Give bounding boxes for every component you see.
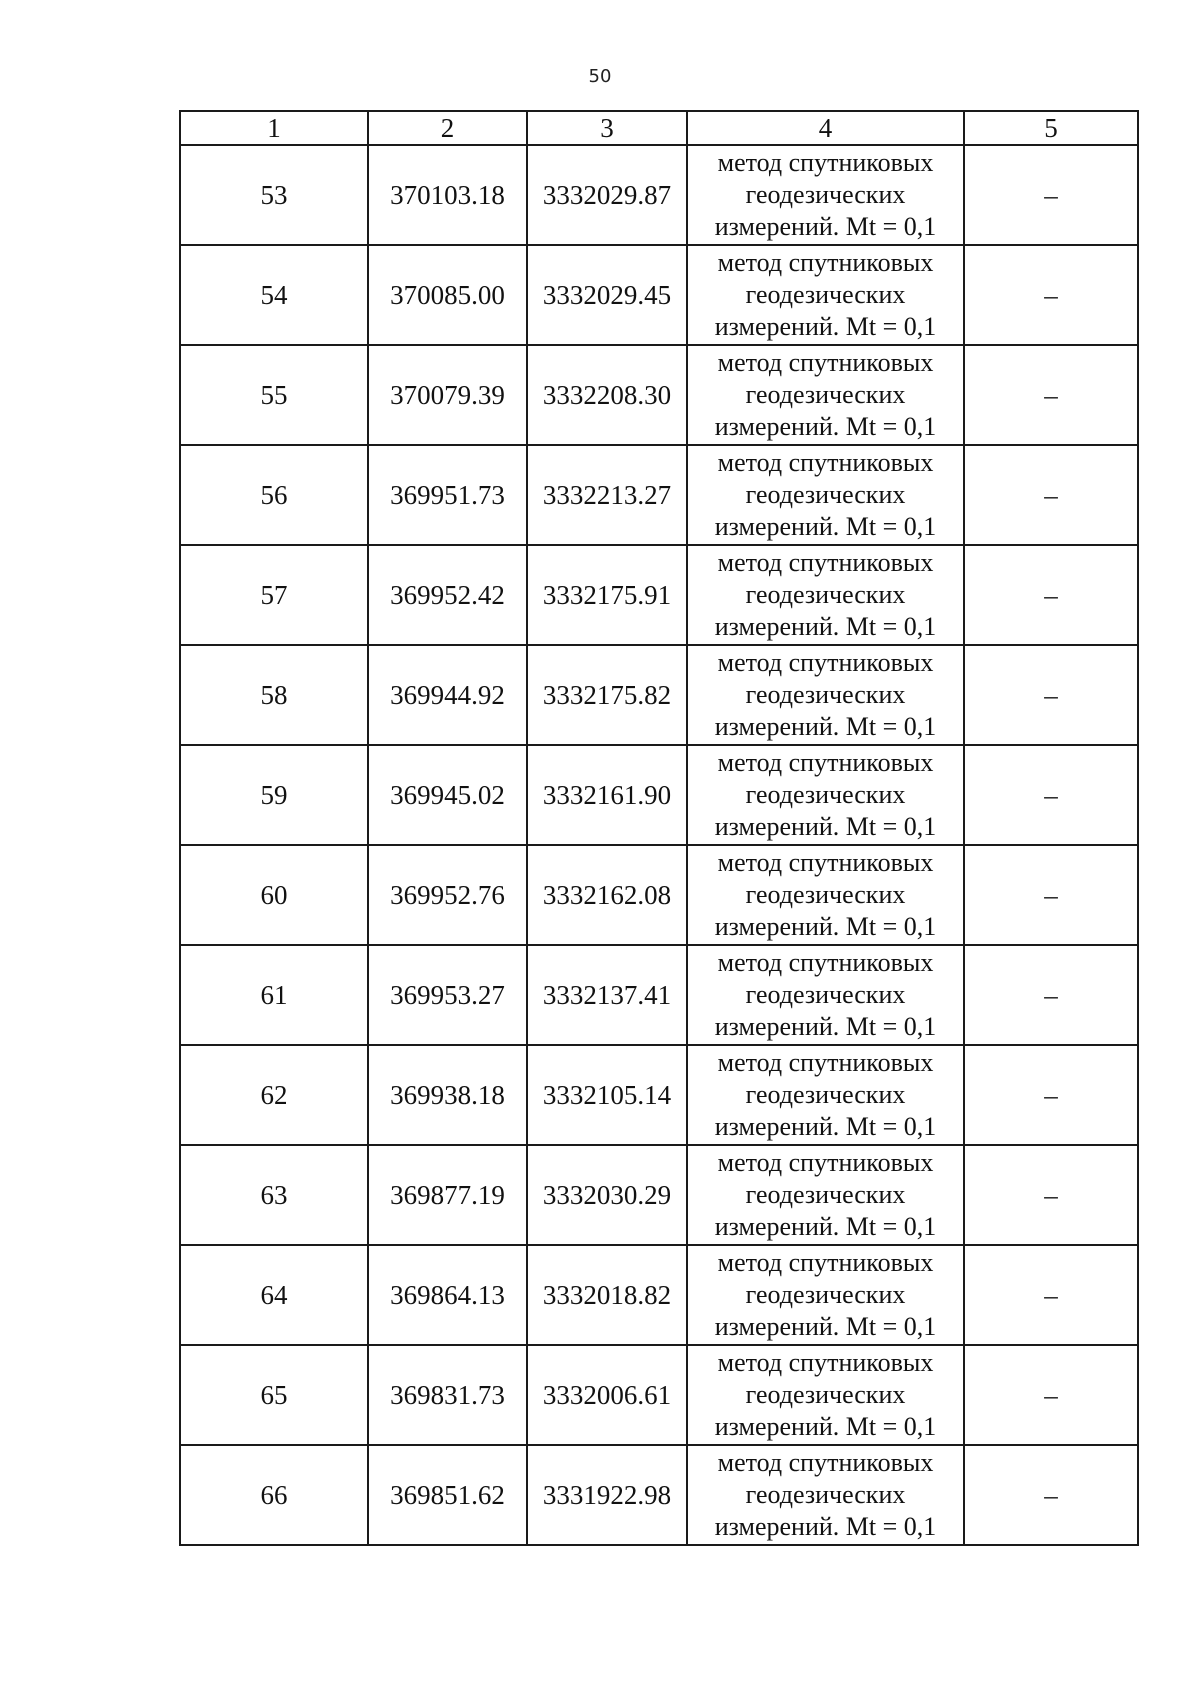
point-cell: 66 <box>180 1445 368 1545</box>
point-cell: 59 <box>180 745 368 845</box>
table-row <box>180 1245 1138 1345</box>
table-row <box>180 1045 1138 1145</box>
point-cell: 56 <box>180 445 368 545</box>
description-cell: – <box>964 1145 1138 1245</box>
method-line: измерений. Mt = 0,1 <box>714 1412 937 1441</box>
x-coordinate-cell: 369831.73 <box>368 1345 527 1445</box>
method-cell <box>687 1145 964 1245</box>
y-coordinate-cell: 3332029.87 <box>527 145 687 245</box>
method-line: метод спутниковых <box>717 1348 934 1377</box>
x-coordinate-cell: 370079.39 <box>368 345 527 445</box>
table-row <box>180 445 1138 545</box>
y-coordinate-cell: 3332213.27 <box>527 445 687 545</box>
point-cell: 63 <box>180 1145 368 1245</box>
method-line: измерений. Mt = 0,1 <box>714 1212 937 1241</box>
coordinates-table <box>179 110 1139 1546</box>
method-line: геодезических <box>745 480 906 509</box>
method-line: геодезических <box>745 1380 906 1409</box>
y-coordinate-cell: 3332029.45 <box>527 245 687 345</box>
column-header-4: 4 <box>687 111 964 145</box>
table-row <box>180 745 1138 845</box>
method-line: измерений. Mt = 0,1 <box>714 1112 937 1141</box>
point-cell: 60 <box>180 845 368 945</box>
x-coordinate-cell: 369952.76 <box>368 845 527 945</box>
point-cell: 64 <box>180 1245 368 1345</box>
method-line: измерений. Mt = 0,1 <box>714 912 937 941</box>
method-line: метод спутниковых <box>717 1048 934 1077</box>
page-number: 50 <box>588 66 612 87</box>
point-cell: 62 <box>180 1045 368 1145</box>
table-header-row <box>180 111 1138 145</box>
x-coordinate-cell: 369951.73 <box>368 445 527 545</box>
description-cell: – <box>964 345 1138 445</box>
method-cell <box>687 345 964 445</box>
method-cell <box>687 1045 964 1145</box>
point-cell: 54 <box>180 245 368 345</box>
description-cell: – <box>964 545 1138 645</box>
method-line: геодезических <box>745 680 906 709</box>
method-line: измерений. Mt = 0,1 <box>714 612 937 641</box>
table-row <box>180 1445 1138 1545</box>
description-cell: – <box>964 645 1138 745</box>
table-row <box>180 945 1138 1045</box>
y-coordinate-cell: 3332162.08 <box>527 845 687 945</box>
method-line: метод спутниковых <box>717 948 934 977</box>
method-line: метод спутниковых <box>717 1148 934 1177</box>
method-cell <box>687 1345 964 1445</box>
method-line: метод спутниковых <box>717 448 934 477</box>
y-coordinate-cell: 3332137.41 <box>527 945 687 1045</box>
y-coordinate-cell: 3332105.14 <box>527 1045 687 1145</box>
y-coordinate-cell: 3332030.29 <box>527 1145 687 1245</box>
method-line: метод спутниковых <box>717 248 934 277</box>
method-cell <box>687 545 964 645</box>
y-coordinate-cell: 3332175.82 <box>527 645 687 745</box>
method-line: измерений. Mt = 0,1 <box>714 1512 937 1541</box>
x-coordinate-cell: 370085.00 <box>368 245 527 345</box>
column-header-1: 1 <box>180 111 368 145</box>
point-cell: 65 <box>180 1345 368 1445</box>
x-coordinate-cell: 369944.92 <box>368 645 527 745</box>
table-row <box>180 345 1138 445</box>
method-line: геодезических <box>745 880 906 909</box>
method-line: метод спутниковых <box>717 548 934 577</box>
method-line: метод спутниковых <box>717 848 934 877</box>
method-cell <box>687 745 964 845</box>
table-row <box>180 545 1138 645</box>
method-line: геодезических <box>745 780 906 809</box>
method-line: метод спутниковых <box>717 148 934 177</box>
method-cell <box>687 145 964 245</box>
method-line: измерений. Mt = 0,1 <box>714 1012 937 1041</box>
method-cell <box>687 645 964 745</box>
column-header-3: 3 <box>527 111 687 145</box>
x-coordinate-cell: 369952.42 <box>368 545 527 645</box>
table-row <box>180 145 1138 245</box>
column-header-2: 2 <box>368 111 527 145</box>
method-line: метод спутниковых <box>717 1248 934 1277</box>
method-line: измерений. Mt = 0,1 <box>714 212 937 241</box>
y-coordinate-cell: 3332161.90 <box>527 745 687 845</box>
x-coordinate-cell: 369864.13 <box>368 1245 527 1345</box>
point-cell: 61 <box>180 945 368 1045</box>
method-line: геодезических <box>745 1280 906 1309</box>
method-line: метод спутниковых <box>717 748 934 777</box>
description-cell: – <box>964 1345 1138 1445</box>
description-cell: – <box>964 245 1138 345</box>
x-coordinate-cell: 369851.62 <box>368 1445 527 1545</box>
method-line: измерений. Mt = 0,1 <box>714 812 937 841</box>
point-cell: 57 <box>180 545 368 645</box>
y-coordinate-cell: 3332175.91 <box>527 545 687 645</box>
method-cell <box>687 945 964 1045</box>
method-line: измерений. Mt = 0,1 <box>714 1312 937 1341</box>
description-cell: – <box>964 445 1138 545</box>
method-cell <box>687 445 964 545</box>
x-coordinate-cell: 369877.19 <box>368 1145 527 1245</box>
method-line: геодезических <box>745 1480 906 1509</box>
y-coordinate-cell: 3331922.98 <box>527 1445 687 1545</box>
description-cell: – <box>964 1045 1138 1145</box>
x-coordinate-cell: 369938.18 <box>368 1045 527 1145</box>
description-cell: – <box>964 1245 1138 1345</box>
method-line: геодезических <box>745 380 906 409</box>
method-line: геодезических <box>745 980 906 1009</box>
method-cell <box>687 1245 964 1345</box>
method-cell <box>687 245 964 345</box>
x-coordinate-cell: 369953.27 <box>368 945 527 1045</box>
description-cell: – <box>964 145 1138 245</box>
x-coordinate-cell: 370103.18 <box>368 145 527 245</box>
y-coordinate-cell: 3332018.82 <box>527 1245 687 1345</box>
method-line: метод спутниковых <box>717 1448 934 1477</box>
method-line: геодезических <box>745 580 906 609</box>
table-row <box>180 845 1138 945</box>
method-line: геодезических <box>745 1080 906 1109</box>
x-coordinate-cell: 369945.02 <box>368 745 527 845</box>
table-row <box>180 645 1138 745</box>
method-cell <box>687 845 964 945</box>
description-cell: – <box>964 945 1138 1045</box>
column-header-5: 5 <box>964 111 1138 145</box>
method-line: метод спутниковых <box>717 648 934 677</box>
table-row <box>180 1345 1138 1445</box>
table-body <box>180 145 1138 1545</box>
method-line: измерений. Mt = 0,1 <box>714 712 937 741</box>
y-coordinate-cell: 3332006.61 <box>527 1345 687 1445</box>
point-cell: 53 <box>180 145 368 245</box>
method-line: измерений. Mt = 0,1 <box>714 512 937 541</box>
description-cell: – <box>964 845 1138 945</box>
method-line: измерений. Mt = 0,1 <box>714 412 937 441</box>
table-row <box>180 1145 1138 1245</box>
table-row <box>180 245 1138 345</box>
method-line: геодезических <box>745 1180 906 1209</box>
point-cell: 55 <box>180 345 368 445</box>
method-line: метод спутниковых <box>717 348 934 377</box>
description-cell: – <box>964 1445 1138 1545</box>
description-cell: – <box>964 745 1138 845</box>
y-coordinate-cell: 3332208.30 <box>527 345 687 445</box>
method-cell <box>687 1445 964 1545</box>
method-line: геодезических <box>745 280 906 309</box>
method-line: измерений. Mt = 0,1 <box>714 312 937 341</box>
method-line: геодезических <box>745 180 906 209</box>
point-cell: 58 <box>180 645 368 745</box>
